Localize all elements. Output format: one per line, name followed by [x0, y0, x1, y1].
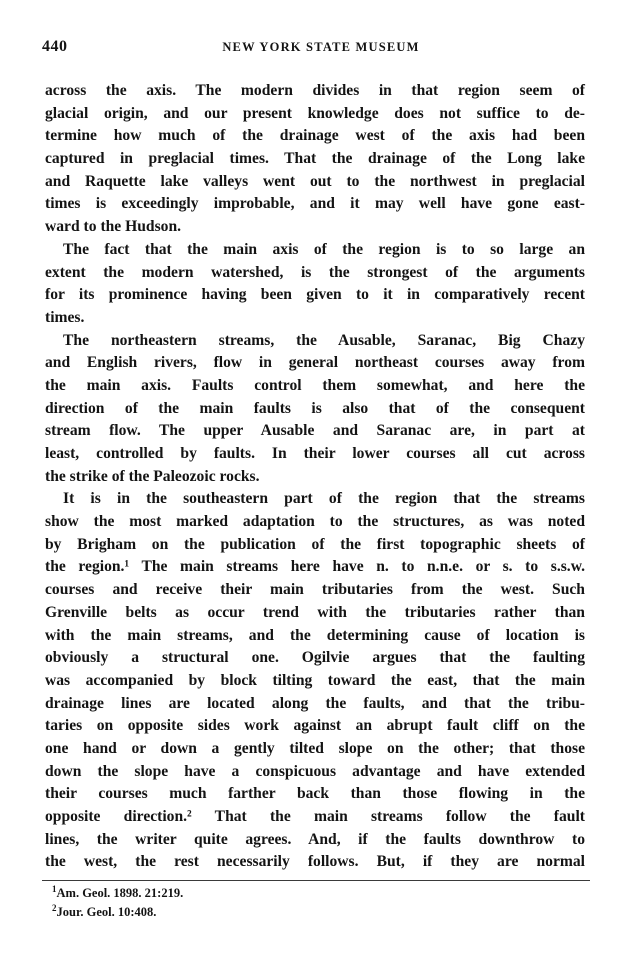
- footnote-text: Am. Geol. 1898. 21:219.: [56, 886, 184, 900]
- text-line: Grenville belts as occur trend with the tributaries rather than: [45, 603, 585, 621]
- page-header: [42, 38, 590, 58]
- text-line: one hand or down a gently tilted slope on the other; that those: [45, 739, 585, 757]
- text-line: extent the modern watershed, is the strongest of the arguments: [45, 263, 585, 281]
- text-line: show the most marked adaptation to the structures, as was noted: [45, 513, 585, 531]
- text-line: and Raquette lake valleys went out to the northwest in preglacial: [45, 172, 585, 190]
- text-line: opposite direction.² That the main streams follow the fault: [45, 808, 585, 825]
- text-line: It is in the southeastern part of the region that the streams: [63, 490, 585, 508]
- footnote: [52, 884, 183, 903]
- text-line: the west, the rest necessarily follows. But, if they are normal: [45, 853, 585, 871]
- text-line: with the main streams, and the determining cause of location is: [45, 626, 585, 644]
- text-line: by Brigham on the publication of the first topographic sheets of: [45, 535, 585, 553]
- footnote-marker: 1: [52, 883, 57, 894]
- text-line: for its prominence having been given to it in comparatively recent: [45, 286, 585, 304]
- text-line: stream flow. The upper Ausable and Saranac are, in part at: [45, 422, 585, 440]
- text-line: down the slope have a conspicuous advantage and have extended: [45, 762, 585, 780]
- text-line: across the axis. The modern divides in that region seem of: [45, 82, 585, 99]
- text-line: the strike of the Paleozoic rocks.: [45, 467, 260, 485]
- running-head: NEW YORK STATE MUSEUM: [222, 40, 420, 54]
- text-line: courses and receive their main tributaries from the west. Such: [45, 581, 585, 599]
- text-line: The northeastern streams, the Ausable, Saranac, Big Chazy: [63, 331, 585, 349]
- text-line: captured in preglacial times. That the drainage of the Long lake: [45, 150, 585, 168]
- paragraph: [45, 239, 585, 330]
- text-line: was accompanied by block tilting toward the east, that the main: [45, 671, 585, 689]
- footnote-text: Jour. Geol. 10:408.: [56, 905, 157, 919]
- text-line: their courses much farther back than those flowing in the: [45, 785, 585, 803]
- text-line: termine how much of the drainage west of the axis had been: [45, 127, 585, 145]
- footnote-marker: 2: [52, 902, 57, 913]
- text-line: glacial origin, and our present knowledge does not suffice to de-: [45, 104, 585, 122]
- text-line: The fact that the main axis of the region is to so large an: [63, 240, 585, 258]
- footnotes: [52, 884, 183, 922]
- text-line: taries on opposite sides work against an abrupt fault cliff on the: [45, 717, 585, 735]
- text-line: times is exceedingly improbable, and it may well have gone east-: [45, 195, 585, 213]
- text-line: times.: [45, 308, 85, 326]
- paragraph: [45, 330, 585, 489]
- footnote-rule: [42, 880, 590, 881]
- footnote: [52, 903, 183, 922]
- paragraph: [45, 488, 585, 874]
- text-line: drainage lines are located along the faults, and that the tribu-: [45, 694, 585, 712]
- text-line: direction of the main faults is also that of the consequent: [45, 399, 585, 417]
- text-line: obviously a structural one. Ogilvie argues that the faulting: [45, 649, 585, 667]
- text-line: least, controlled by faults. In their lower courses all cut across: [45, 445, 585, 462]
- paragraph: [45, 80, 585, 239]
- text-line: the region.¹ The main streams here have n. to n.n.e. or s. to s.s.w.: [45, 558, 585, 576]
- text-line: ward to the Hudson.: [45, 218, 182, 236]
- text-line: lines, the writer quite agrees. And, if the faults downthrow to: [45, 830, 585, 848]
- text-line: and English rivers, flow in general northeast courses away from: [45, 354, 585, 372]
- text-line: the main axis. Faults control them somewhat, and here the: [45, 376, 585, 394]
- page-number: 440: [42, 38, 68, 55]
- body-text: [45, 80, 585, 874]
